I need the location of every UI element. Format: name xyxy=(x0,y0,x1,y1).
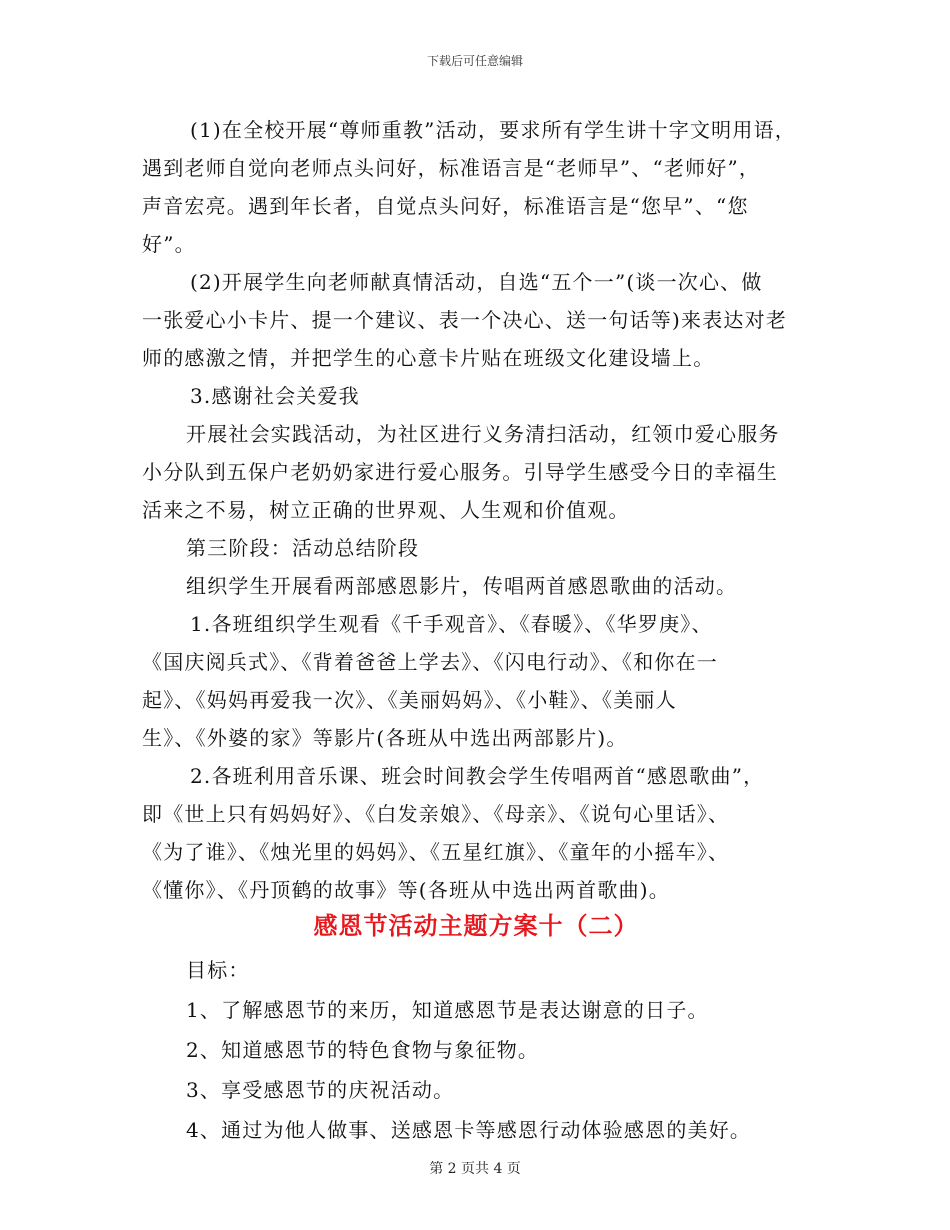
goal-item: 1、了解感恩节的来历，知道感恩节是表达谢意的日子。 xyxy=(186,998,709,1022)
stage-heading: 第三阶段：活动总结阶段 xyxy=(186,536,420,560)
paragraph-line: 活来之不易，树立正确的世界观、人生观和价值观。 xyxy=(142,498,630,522)
paragraph-line: 《懂你》、《丹顶鹤的故事》等(各班从中选出两首歌曲)。 xyxy=(142,878,671,902)
paragraph-line: 一张爱心小卡片、提一个建议、表一个决心、送一句话等)来表达对老 xyxy=(142,308,788,332)
paragraph-line: 《为了谁》、《烛光里的妈妈》、《五星红旗》、《童年的小摇车》、 xyxy=(142,840,730,864)
page-header: 下载后可任意编辑 xyxy=(426,54,523,68)
goal-item: 4、通过为他人做事、送感恩卡等感恩行动体验感恩的美好。 xyxy=(186,1118,752,1142)
page-footer: 第 2 页共 4 页 xyxy=(429,1161,521,1177)
paragraph-line: 遇到老师自觉向老师点头问好，标准语言是“老师早”、“老师好”， xyxy=(142,156,761,180)
paragraph-line: 声音宏亮。遇到年长者，自觉点头问好，标准语言是“您早”、“您 xyxy=(142,194,749,218)
paragraph-line: 1.各班组织学生观看《千手观音》、《春暖》、《华罗庚》、 xyxy=(190,612,713,636)
paragraph-line: 起》、《妈妈再爱我一次》、《美丽妈妈》、《小鞋》、《美丽人 xyxy=(142,688,677,712)
paragraph-line: 组织学生开展看两部感恩影片，传唱两首感恩歌曲的活动。 xyxy=(186,574,738,598)
paragraph-line: 《国庆阅兵式》、《背着爸爸上学去》、《闪电行动》、《和你在一 xyxy=(142,650,718,674)
paragraph-line: 生》、《外婆的家》等影片(各班从中选出两部影片)。 xyxy=(142,726,628,750)
paragraph-line: 即《世上只有妈妈好》、《白发亲娘》、《母亲》、《说句心里话》、 xyxy=(142,802,730,826)
goal-item: 2、知道感恩节的特色食物与象征物。 xyxy=(186,1038,540,1062)
goal-item: 3、享受感恩节的庆祝活动。 xyxy=(186,1078,455,1102)
paragraph-line: (1)在全校开展“尊师重教”活动，要求所有学生讲十字文明用语， xyxy=(190,118,796,142)
section-title: 感恩节活动主题方案十（二） xyxy=(313,912,639,940)
paragraph-line: 小分队到五保户老奶奶家进行爱心服务。引导学生感受今日的幸福生 xyxy=(142,460,778,484)
paragraph-line: 好”。 xyxy=(142,232,196,256)
paragraph-line: 开展社会实践活动，为社区进行义务清扫活动，红领巾爱心服务 xyxy=(186,422,780,446)
paragraph-line: 2.各班利用音乐课、班会时间教会学生传唱两首“感恩歌曲”， xyxy=(190,764,765,788)
subheading: 3.感谢社会关爱我 xyxy=(190,384,360,408)
paragraph-line: 师的感激之情，并把学生的心意卡片贴在班级文化建设墙上。 xyxy=(142,346,715,370)
paragraph-line: (2)开展学生向老师献真情活动，自选“五个一”(谈一次心、做 xyxy=(190,270,763,294)
goals-heading: 目标： xyxy=(186,958,250,982)
